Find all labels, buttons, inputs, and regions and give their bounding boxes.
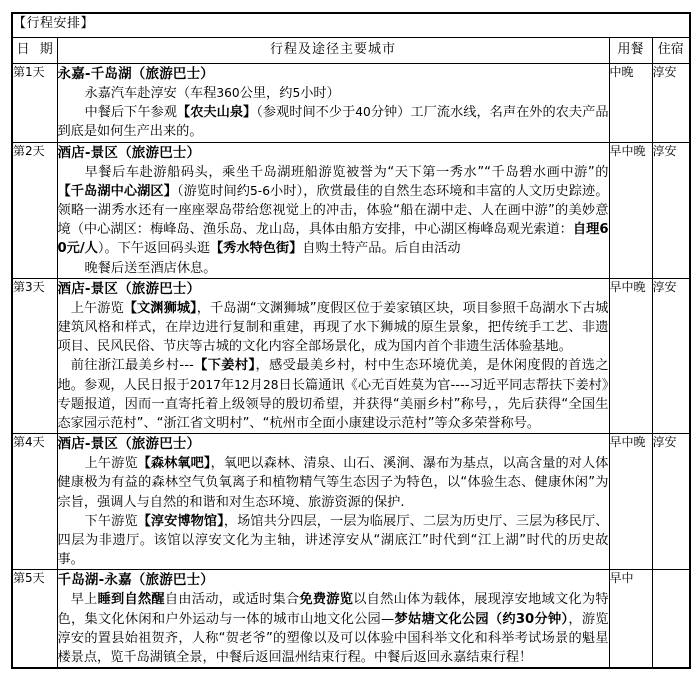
header-row — [12, 38, 690, 64]
page-title: 【行程安排】 — [12, 13, 690, 38]
day-label: 第2天 — [12, 142, 57, 278]
body-text: 早餐后车赴游船码头，乘坐千岛湖班船游览被誉为“天下第一秀水”“千岛碧水画中游”的 — [84, 164, 609, 180]
itinerary-paragraph — [58, 512, 609, 570]
body-text: 360 — [216, 86, 240, 100]
day-label: 第1天 — [12, 64, 57, 143]
body-text: （游览时间约 — [176, 183, 251, 199]
hotel-value: 淳安 — [652, 434, 690, 570]
route-title: 永嘉-千岛湖（旅游巴士） — [57, 66, 215, 82]
body-text: 年 — [220, 377, 235, 393]
meal-value: 早中 — [609, 570, 652, 668]
body-text: 上午游览 — [84, 456, 138, 472]
body-text: 自购土特产品。后自由活动 — [302, 241, 461, 257]
table-row — [12, 64, 690, 143]
day-itinerary-content — [57, 64, 609, 143]
body-text: 永嘉汽车赴淳安（车程 — [84, 86, 217, 101]
body-text: 早上 — [70, 592, 98, 608]
body-text: ，感受最美乡村，村中生态环境优美，是休闲度假的首选之地。参观，人民日报于 — [57, 358, 609, 393]
body-text: ）。下午返回码头逛 — [97, 241, 210, 257]
body-text: 28 — [262, 377, 279, 392]
hotel-value: 淳安 — [652, 64, 690, 143]
body-text: ，游览淳安的置县始祖贺齐，人称“贺老爷”的塑像以及可以体验中国科举文化和科举考试场景的魁星楼景点，览千岛湖镇全景，中餐后返回温州结束行程。中餐后返回永嘉结束行程！ — [57, 611, 609, 666]
hotel-value: 淳安 — [652, 142, 690, 278]
highlight-text: 【农夫山泉】 — [177, 105, 257, 121]
day-itinerary-content — [57, 142, 609, 278]
itinerary-paragraph — [58, 454, 609, 512]
body-text: 公里，约 — [239, 86, 293, 101]
highlight-text: 梦姑塘文化公园（约30分钟） — [394, 611, 569, 627]
itinerary-paragraph — [58, 299, 609, 357]
body-text: 下午游览 — [84, 513, 138, 529]
body-text: 中餐后下午参观 — [84, 105, 177, 121]
highlight-text: 睡到自然醒 — [97, 592, 165, 608]
meal-value: 中晚 — [609, 64, 652, 143]
body-text: 2017 — [189, 377, 221, 392]
body-text: 小时） — [300, 86, 340, 101]
hotel-value — [652, 570, 690, 668]
hotel-value: 淳安 — [652, 278, 690, 433]
highlight-text: 【秀水特色街】 — [209, 241, 303, 257]
table-row — [12, 278, 690, 433]
body-text: 以自然山体为载体，展现淳安地域文化为特色，集文化休闲和户外运动与一体的城市山地文化公园— — [57, 592, 609, 627]
body-text: 上午游览 — [70, 300, 124, 316]
body-text: （参观时间不少于 — [256, 105, 356, 121]
itinerary-table-body — [12, 13, 690, 668]
table-row — [12, 570, 690, 668]
itinerary-paragraph — [58, 163, 609, 259]
body-text: ，场馆共分四层，一层为临展厅、二层为历史厅、三层为移民厅、四层为非遗厅。该馆以淳安文化为主轴，讲述淳安从“湖底江”时代到“江上湖”时代的历史故事。 — [57, 513, 609, 568]
column-header-route: 行程及途径主要城市 — [57, 38, 609, 64]
body-text: 分钟）工厂流水线，名声在外的农夫产品到底是如何生产出来的。 — [57, 105, 609, 140]
body-text: 月 — [249, 377, 263, 393]
body-text: 12 — [234, 377, 250, 392]
body-text: ，氧吧以森林、清泉、山石、溪涧、瀑布为基点，以高含量的对人体健康极为有益的森林空气负氧离子和植物精气等生态因子为特色，以“体验生态、健康休闲”为宗旨，强调人与自然的和谐和对生态环境、旅游资源的保护. — [57, 456, 609, 510]
day-itinerary-content — [57, 434, 609, 570]
itinerary-paragraph — [58, 590, 609, 667]
meal-value: 早中晚 — [609, 278, 652, 433]
body-text: ，千岛湖“文渊狮城”度假区位于姜家镇区块，项目参照千岛湖水下古城建筑风格和样式，在岸边进行复制和重建，再现了水下狮城的原生景象，把传统手工艺、非遗项目、民风民俗、节庆等古城的文化内容全部场景化，成为国内首个非遗生活体验基地。 — [57, 300, 609, 355]
highlight-text: 【淳安博物馆】 — [137, 513, 224, 529]
table-row — [12, 434, 690, 570]
body-text: 自由活动，或适时集合 — [164, 592, 300, 608]
itinerary-table — [11, 12, 691, 669]
itinerary-paragraph — [58, 356, 609, 433]
body-text: 晚餐后送至酒店休息。 — [84, 260, 217, 276]
highlight-text: 【下姜村】 — [193, 358, 256, 374]
column-header-date: 日 期 — [12, 38, 57, 64]
day-label: 第3天 — [12, 278, 57, 433]
body-text: 5 — [292, 86, 301, 100]
route-title: 酒店-景区（旅游巴士） — [57, 280, 201, 297]
route-title: 酒店-景区（旅游巴士） — [57, 436, 201, 453]
table-row — [12, 142, 690, 278]
itinerary-paragraph — [58, 84, 609, 103]
meal-value: 早中晚 — [609, 434, 652, 570]
route-title: 酒店-景区（旅游巴士） — [57, 144, 201, 161]
itinerary-paragraph — [58, 103, 609, 141]
itinerary-paragraph — [58, 259, 609, 278]
body-text: 小时），欣赏最佳的自然生态环境和丰富的人文历史踪迹。领略一湖秀水还有一座座翠岛带给您视觉上的冲击，体验“船在湖中走、人在画中游”的美妙意境（中心湖区：梅峰岛、渔乐岛、龙山岛，具体由船方安排，中心湖区梅峰岛观光索道： — [57, 183, 609, 238]
body-text: 5-6 — [250, 183, 270, 198]
day-label: 第5天 — [12, 570, 57, 668]
body-text: 40 — [355, 105, 371, 120]
meal-value: 早中晚 — [609, 142, 652, 278]
highlight-text: 【文渊狮城】 — [123, 300, 197, 316]
body-text: 前往浙江最美乡村--- — [70, 358, 194, 374]
title-row — [12, 13, 690, 38]
day-itinerary-content — [57, 278, 609, 433]
highlight-text: 免费游览 — [299, 592, 354, 608]
day-itinerary-content — [57, 570, 609, 668]
column-header-meal: 用餐 — [609, 38, 652, 64]
highlight-text: 【森林氧吧】 — [137, 456, 211, 472]
highlight-text: 自理60元/人 — [57, 222, 609, 257]
day-label: 第4天 — [12, 434, 57, 570]
body-text: 日长篇通讯《心无百姓莫为官----习近平同志帮扶下姜村》专题报道，因而一直寄托着上级领导的殷切希望，并获得“美丽乡村”称号，，先后获得“全国生态家园示范村”、“浙江省文明村”、“杭州市全面小康建设示范村”等众多荣誉称号。 — [57, 377, 609, 432]
route-title: 千岛湖-永嘉（旅游巴士） — [57, 572, 215, 589]
highlight-text: 【千岛湖中心湖区】 — [57, 183, 177, 199]
column-header-hotel: 住宿 — [652, 38, 690, 64]
